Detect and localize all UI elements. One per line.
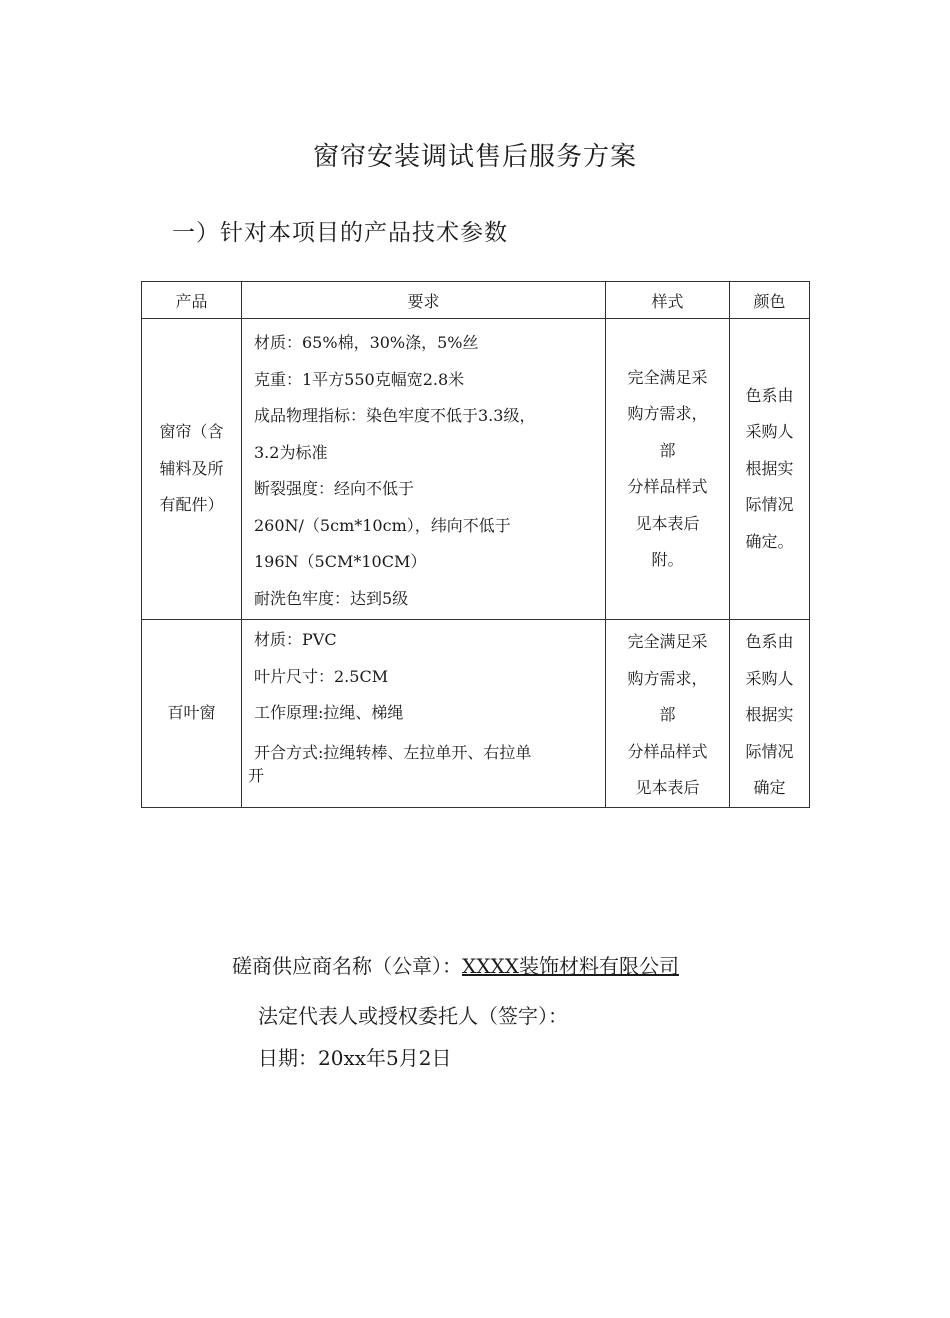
supplier-line — [232, 950, 679, 979]
requirement-line: 材质：65%棉，30%涤，5%丝 — [254, 333, 479, 352]
table-header-row — [142, 282, 810, 319]
style-line: 见本表后 — [635, 513, 700, 533]
style-line: 购方需求， — [627, 404, 708, 423]
requirement-line: 工作原理:拉绳、梯绳 — [254, 703, 404, 722]
supplier-label: 磋商供应商名称（公章）： — [232, 954, 462, 978]
representative-signature-line: 法定代表人或授权委托人（签字）： — [258, 1004, 568, 1028]
style-line: 分样品样式 — [627, 477, 708, 496]
style-cell — [606, 319, 730, 620]
color-line: 根据实 — [745, 705, 794, 724]
supplier-name: XXXX装饰材料有限公司 — [462, 954, 679, 978]
style-line: 完全满足采 — [627, 632, 708, 651]
style-line: 见本表后 — [635, 778, 700, 797]
requirement-line: 开 — [248, 765, 265, 785]
requirement-line: 叶片尺寸：2.5CM — [254, 666, 389, 686]
style-line: 附。 — [651, 550, 684, 569]
style-line: 部 — [659, 440, 676, 460]
requirement-line: 3.2为标准 — [254, 442, 328, 462]
color-line: 际情况 — [745, 495, 794, 515]
requirements-cell — [242, 319, 606, 620]
table-row — [142, 620, 810, 808]
product-line: 辅料及所 — [159, 458, 224, 478]
document-title: 窗帘安装调试售后服务方案 — [312, 142, 637, 172]
color-line: 采购人 — [745, 668, 794, 688]
requirement-line: 196N（5CM*10CM） — [254, 552, 427, 571]
section-heading: 一）针对本项目的产品技术参数 — [172, 220, 508, 246]
color-line: 际情况 — [745, 741, 794, 761]
product-cell — [142, 620, 242, 808]
date-line: 日期：20xx年5月2日 — [258, 1046, 452, 1070]
product-cell — [142, 319, 242, 620]
color-line: 确定。 — [745, 531, 794, 551]
requirement-line: 克重：1平方550克幅宽2.8米 — [254, 369, 465, 389]
spec-table — [141, 281, 810, 808]
color-line: 确定 — [753, 778, 786, 797]
requirement-line: 成品物理指标：染色牢度不低于3.3级， — [254, 406, 536, 425]
color-line: 色系由 — [745, 632, 794, 651]
style-line: 购方需求， — [627, 668, 708, 688]
header-style: 样式 — [606, 282, 730, 319]
color-cell — [730, 620, 810, 808]
header-product: 产品 — [142, 282, 242, 319]
product-line: 百叶窗 — [167, 703, 216, 722]
requirement-line: 断裂强度：经向不低于 — [254, 479, 415, 498]
product-line: 窗帘（含 — [159, 422, 224, 442]
requirement-line: 耐洗色牢度：达到5级 — [254, 588, 409, 608]
color-line: 色系由 — [745, 385, 794, 405]
header-requirements: 要求 — [242, 282, 606, 319]
style-line: 完全满足采 — [627, 367, 708, 387]
requirement-line: 开合方式:拉绳转棒、左拉单开、右拉单 — [254, 742, 532, 762]
header-color: 颜色 — [730, 282, 810, 319]
table-row — [142, 319, 810, 620]
style-line: 分样品样式 — [627, 741, 708, 761]
color-cell — [730, 319, 810, 620]
color-line: 采购人 — [745, 422, 794, 442]
requirements-cell — [242, 620, 606, 808]
style-line: 部 — [659, 705, 676, 724]
requirement-line: 260N/（5cm*10cm），纬向不低于 — [254, 515, 511, 535]
color-line: 根据实 — [745, 458, 794, 478]
requirement-line: 材质：PVC — [254, 630, 337, 649]
style-cell — [606, 620, 730, 808]
product-line: 有配件） — [159, 495, 224, 515]
